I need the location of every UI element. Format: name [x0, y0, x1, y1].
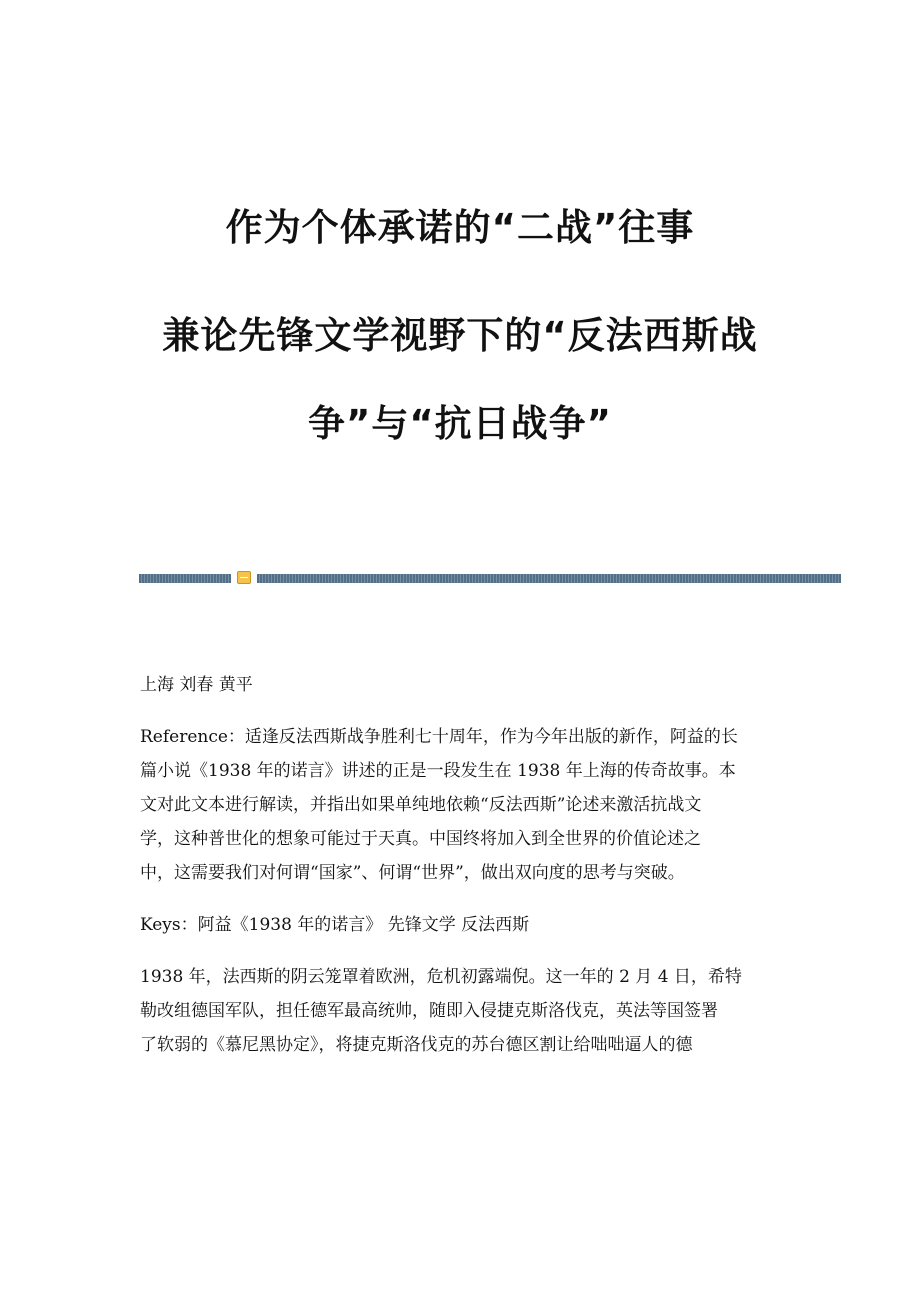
document-body — [140, 668, 790, 1062]
paragraph-line: 了软弱的《慕尼黑协定》，将捷克斯洛伐克的苏台德区割让给咄咄逼人的德 — [140, 1035, 693, 1055]
reference-line: 中，这需要我们对何谓“国家”、何谓“世界”，做出双向度的思考与突破。 — [140, 863, 685, 883]
paragraph-line: 1938 年，法西斯的阴云笼罩着欧洲，危机初露端倪。这一年的 2 月 4 日，希特 — [140, 967, 742, 987]
keywords: Keys：阿益《1938 年的诺言》 先锋文学 反法西斯 — [140, 915, 530, 935]
reference-line: 学，这种普世化的想象可能过于天真。中国终将加入到全世界的价值论述之 — [140, 829, 701, 849]
body-paragraph — [140, 960, 790, 1062]
byline: 上海 刘春 黄平 — [140, 675, 253, 695]
section-divider — [139, 574, 841, 584]
title-line-3: 争”与“抗日战争” — [308, 402, 612, 445]
document-title — [0, 208, 920, 444]
reference-line: 文对此文本进行解读，并指出如果单纯地依赖“反法西斯”论述来激活抗战文 — [140, 795, 702, 815]
paragraph-line: 勒改组德国军队，担任德军最高统帅，随即入侵捷克斯洛伐克，英法等国签署 — [140, 1001, 718, 1021]
title-line-1: 作为个体承诺的“二战”往事 — [225, 206, 695, 249]
divider-bar-right — [257, 574, 841, 583]
divider-bar-left — [139, 574, 231, 583]
reference-line: 篇小说《1938 年的诺言》讲述的正是一段发生在 1938 年上海的传奇故事。本 — [140, 761, 736, 781]
reference-line: Reference：适逢反法西斯战争胜利七十周年，作为今年出版的新作，阿益的长 — [140, 727, 738, 747]
title-line-2: 兼论先锋文学视野下的“反法西斯战 — [162, 314, 758, 357]
divider-ornament-icon — [237, 571, 251, 584]
reference-abstract — [140, 720, 790, 890]
